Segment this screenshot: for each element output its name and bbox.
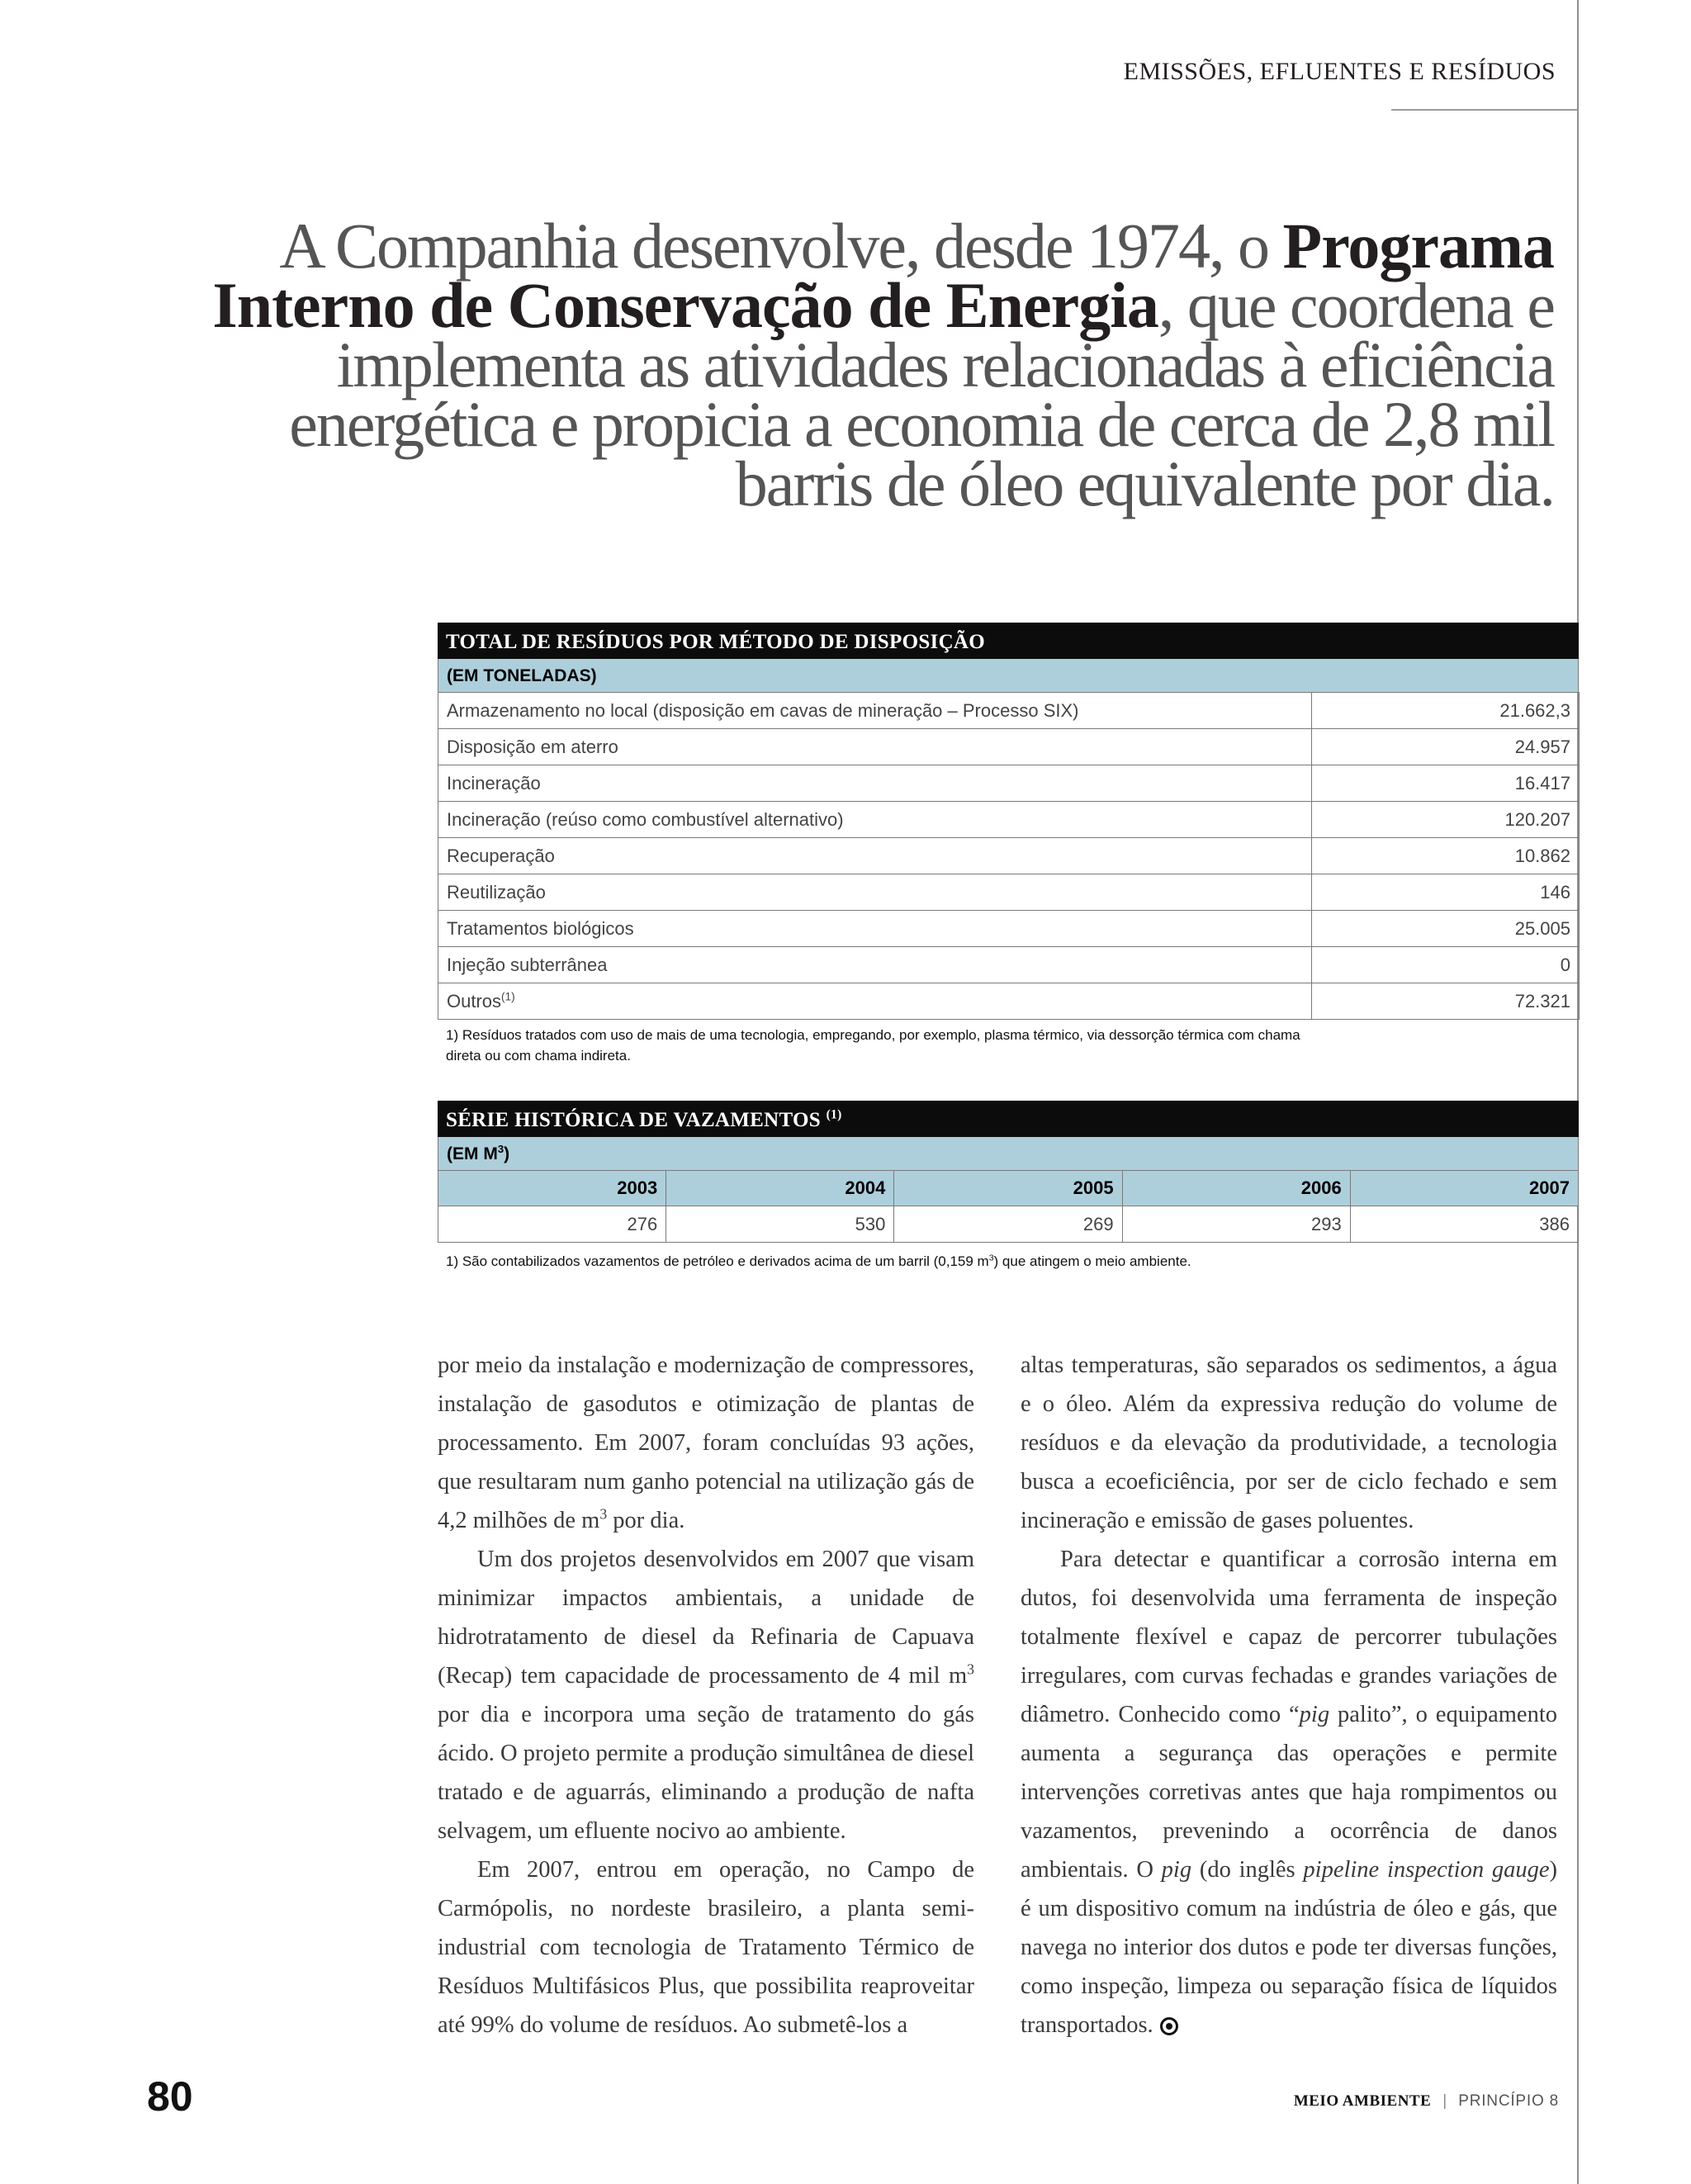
table-header-row <box>438 1171 1579 1206</box>
paragraph: altas temperaturas, são separados os sedimentos, a água e o óleo. Além da expressiva redução do volume de resíduos e da elevação da produtividade, a tecnologia busca a ecoeficiência, por ser de ciclo fechado e sem incineração e emissão de gases poluentes. <box>1021 1353 1557 1533</box>
table-row <box>438 802 1580 838</box>
footer-section: MEIO AMBIENTE <box>1293 2092 1432 2110</box>
header-rule <box>1391 109 1578 111</box>
unit-prefix: (EM M <box>447 1144 498 1163</box>
year-header: 2006 <box>1122 1171 1350 1206</box>
year-header: 2003 <box>438 1171 666 1206</box>
row-label: Disposição em aterro <box>438 729 1312 765</box>
year-value: 293 <box>1122 1206 1350 1243</box>
row-label-text: Outros <box>447 990 502 1011</box>
running-header: EMISSÕES, EFLUENTES E RESÍDUOS <box>1123 58 1556 85</box>
body-column-right <box>1021 1346 1557 2044</box>
italic-term: pig <box>1299 1702 1330 1727</box>
vazamentos-table-title <box>438 1101 1579 1137</box>
year-header: 2007 <box>1350 1171 1578 1206</box>
footer-divider: | <box>1442 2092 1447 2110</box>
vazamentos-title-text: SÉRIE HISTÓRICA DE VAZAMENTOS <box>446 1109 821 1131</box>
table-row <box>438 838 1580 874</box>
italic-term: pig <box>1161 1857 1192 1883</box>
year-header: 2005 <box>894 1171 1122 1206</box>
table-row <box>438 874 1580 911</box>
footnote-text: ) que atingem o meio ambiente. <box>993 1253 1191 1269</box>
table-row <box>438 1206 1579 1243</box>
residuos-table-title: TOTAL DE RESÍDUOS POR MÉTODO DE DISPOSIÇÃO <box>438 623 1579 659</box>
row-label: Incineração (reúso como combustível alternativo) <box>438 802 1312 838</box>
row-value: 72.321 <box>1312 983 1580 1020</box>
row-value: 21.662,3 <box>1312 693 1580 729</box>
row-value: 0 <box>1312 947 1580 983</box>
vazamentos-table-body <box>438 1170 1579 1243</box>
row-label: Reutilização <box>438 874 1312 911</box>
row-label: Tratamentos biológicos <box>438 911 1312 947</box>
page-number: 80 <box>147 2073 193 2120</box>
paragraph-text: Para detectar e quantificar a corrosão interna em dutos, foi desenvolvida uma ferramenta de inspeção totalmente flexível e capaz de percorrer tubulações irregulares, com curvas fechadas e grandes variações de diâmetro. Conhecido como “ <box>1021 1547 1557 1727</box>
row-label <box>438 983 1312 1020</box>
row-value: 146 <box>1312 874 1580 911</box>
vazamentos-table-unit <box>438 1137 1579 1170</box>
page-edge-rule <box>1577 0 1579 2184</box>
exponent: 3 <box>967 1661 974 1678</box>
row-label: Armazenamento no local (disposição em cavas de mineração – Processo SIX) <box>438 693 1312 729</box>
row-value: 120.207 <box>1312 802 1580 838</box>
row-value: 10.862 <box>1312 838 1580 874</box>
residuos-table-body <box>438 692 1580 1020</box>
paragraph <box>438 1346 974 1540</box>
footnote-marker: (1) <box>501 990 515 1003</box>
table-row <box>438 693 1580 729</box>
paragraph-text: palito”, o equipamento aumenta a segurança das operações e permite intervenções corretivas antes que haja rompimentos ou vazamentos, prevenindo a ocorrência de danos ambientais. O <box>1021 1702 1557 1883</box>
paragraph <box>1021 1540 1557 2044</box>
year-value: 269 <box>894 1206 1122 1243</box>
table-row <box>438 911 1580 947</box>
table-row <box>438 765 1580 802</box>
vazamentos-table <box>438 1101 1579 1272</box>
table-row <box>438 947 1580 983</box>
exponent: 3 <box>599 1505 608 1523</box>
paragraph: Em 2007, entrou em operação, no Campo de Carmópolis, no nordeste brasileiro, a planta semi-industrial com tecnologia de Tratamento Térmico de Resíduos Multifásicos Plus, que possibilita reaproveitar até 99% do volume de resíduos. Ao submetê-los a <box>438 1857 974 2038</box>
paragraph-text: ) é um dispositivo comum na indústria de óleo e gás, que navega no interior dos dutos e pode ter diversas funções, como inspeção, limpeza ou separação física de líquidos transportados. <box>1021 1857 1557 2038</box>
unit-exponent: 3 <box>497 1143 504 1155</box>
vazamentos-footnote <box>438 1251 1579 1272</box>
row-label: Incineração <box>438 765 1312 802</box>
footer-principle: PRINCÍPIO 8 <box>1458 2092 1559 2110</box>
paragraph-text: por dia. <box>607 1508 685 1533</box>
paragraph-text: por meio da instalação e modernização de compressores, instalação de gasodutos e otimização de plantas de processamento. Em 2007, foram concluídas 93 ações, que resultaram num ganho potencial na utilização gás de 4,2 milhões de m <box>438 1353 974 1533</box>
paragraph-text: Um dos projetos desenvolvidos em 2007 que visam minimizar impactos ambientais, a unidade de hidrotratamento de diesel da Refinaria de Capuava (Recap) tem capacidade de processamento de 4 mil m <box>438 1547 974 1689</box>
pull-quote-lead: A Companhia desenvolve, desde 1974, o <box>279 210 1283 282</box>
year-value: 276 <box>438 1206 666 1243</box>
year-value: 530 <box>666 1206 894 1243</box>
year-value: 386 <box>1350 1206 1578 1243</box>
paragraph-text: (do inglês <box>1191 1857 1304 1883</box>
year-header: 2004 <box>666 1171 894 1206</box>
pull-quote-highlight: Programa Interno de Conservação de Energia <box>212 210 1554 341</box>
page-footer <box>1294 2092 1559 2111</box>
paragraph-text: por dia e incorpora uma seção de tratamento do gás ácido. O projeto permite a produção simultânea de diesel tratado e de aguarrás, eliminando a produção de nafta selvagem, um efluente nocivo ao ambiente. <box>438 1702 974 1844</box>
body-column-left <box>438 1346 974 2044</box>
pull-quote-tail: , que coordena e implementa as atividades relacionadas à eficiência energética e propicia a economia de cerca de 2,8 mil barris de óleo equivalente por dia. <box>289 269 1554 519</box>
residuos-footnote: 1) Resíduos tratados com uso de mais de uma tecnologia, empregando, por exemplo, plasma térmico, via dessorção térmica com chama direta ou com chama indireta. <box>446 1027 1300 1064</box>
italic-term: pipeline inspection gauge <box>1303 1857 1550 1883</box>
row-label: Injeção subterrânea <box>438 947 1312 983</box>
row-label: Recuperação <box>438 838 1312 874</box>
paragraph <box>438 1540 974 1850</box>
end-of-article-icon <box>1160 2017 1178 2035</box>
row-value: 16.417 <box>1312 765 1580 802</box>
row-value: 24.957 <box>1312 729 1580 765</box>
table-row <box>438 729 1580 765</box>
pull-quote <box>190 210 1554 519</box>
footnote-text: 1) São contabilizados vazamentos de petróleo e derivados acima de um barril (0,159 m <box>446 1253 989 1269</box>
residuos-table <box>438 623 1579 1066</box>
residuos-table-unit: (EM TONELADAS) <box>438 659 1579 692</box>
table-row <box>438 983 1580 1020</box>
unit-suffix: ) <box>504 1144 510 1163</box>
row-value: 25.005 <box>1312 911 1580 947</box>
footnote-exponent: 3 <box>988 1253 994 1263</box>
footnote-marker: (1) <box>826 1107 842 1122</box>
